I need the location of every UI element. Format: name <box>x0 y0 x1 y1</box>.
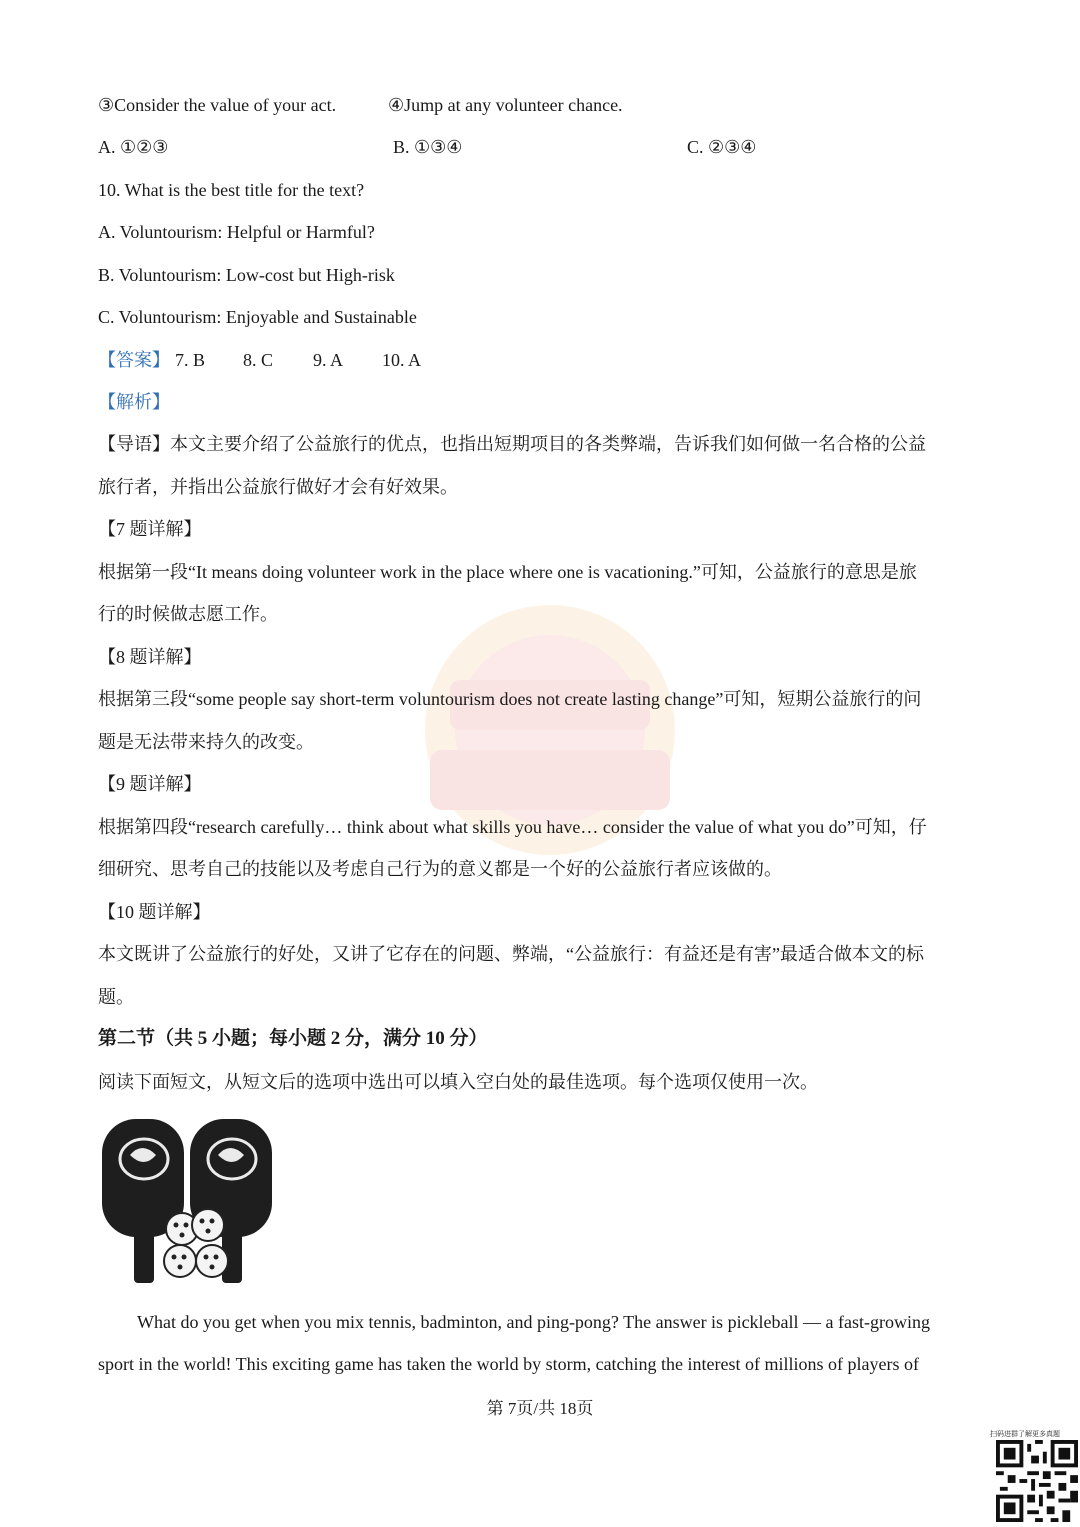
q9-line-2: 细研究、思考自己的技能以及考虑自己行为的意义都是一个好的公益旅行者应该做的。 <box>98 859 782 879</box>
answer-item: 10. A <box>382 350 422 370</box>
q9-choice-b: B. ①③④ <box>393 137 463 157</box>
answer-item: 9. A <box>313 350 344 370</box>
q10-option-a: A. Voluntourism: Helpful or Harmful? <box>98 222 375 242</box>
q10-line-2: 题。 <box>98 987 134 1007</box>
passage-line-2: sport in the world! This exciting game has taken the world by storm, catching the interest of millions of players of <box>98 1354 919 1374</box>
answer-item: 7. B <box>175 350 206 370</box>
q9-choice-c: C. ②③④ <box>687 137 757 157</box>
q8-heading: 【8 题详解】 <box>98 647 202 667</box>
q10-option-b: B. Voluntourism: Low-cost but High-risk <box>98 265 395 285</box>
q9-option-3: ③Consider the value of your act. <box>98 95 337 115</box>
q7-line-2: 行的时候做志愿工作。 <box>98 604 278 624</box>
q10-heading: 【10 题详解】 <box>98 902 211 922</box>
q8-line-1: 根据第三段“some people say short-term voluntourism does not create lasting change”可知，短期公益旅行的问 <box>98 689 922 709</box>
pickleball-paddles-icon <box>100 1115 280 1285</box>
page-footer: 第 7页/共 18页 <box>486 1399 594 1418</box>
q9-choice-a: A. ①②③ <box>98 137 169 157</box>
q10-question: 10. What is the best title for the text? <box>98 180 365 200</box>
q9-heading: 【9 题详解】 <box>98 774 202 794</box>
intro-line-1 <box>98 432 926 456</box>
q8-line-2: 题是无法带来持久的改变。 <box>98 732 314 752</box>
intro-text: 本文主要介绍了公益旅行的优点，也指出短期项目的各类弊端，告诉我们如何做一名合格的公益 <box>170 434 926 454</box>
q9-line-1: 根据第四段“research carefully… think about what skills you have… consider the value of what you do”可知，仔 <box>98 817 927 837</box>
answer-label: 【答案】 <box>98 350 170 370</box>
intro-label: 【导语】 <box>98 434 170 454</box>
section2-instruction: 阅读下面短文，从短文后的选项中选出可以填入空白处的最佳选项。每个选项仅使用一次。 <box>98 1072 818 1092</box>
qr-caption: 扫码进群了解更多真题 <box>990 1430 1060 1438</box>
section2-title: 第二节（共 5 小题；每小题 2 分，满分 10 分） <box>98 1028 488 1049</box>
q10-option-c: C. Voluntourism: Enjoyable and Sustainable <box>98 307 417 327</box>
analysis-label: 【解析】 <box>98 392 170 412</box>
answer-item: 8. C <box>243 350 274 370</box>
passage-line-1: What do you get when you mix tennis, badminton, and ping-pong? The answer is pickleball — a fast-growing <box>137 1312 931 1332</box>
qr-code-icon <box>996 1440 1078 1522</box>
q7-line-1: 根据第一段“It means doing volunteer work in the place where one is vacationing.”可知，公益旅行的意思是旅 <box>98 562 917 582</box>
q7-heading: 【7 题详解】 <box>98 519 202 539</box>
q9-option-4: ④Jump at any volunteer chance. <box>388 95 623 115</box>
intro-line-2: 旅行者，并指出公益旅行做好才会有好效果。 <box>98 477 458 497</box>
q10-line-1: 本文既讲了公益旅行的好处，又讲了它存在的问题、弊端，“公益旅行：有益还是有害”最适合做本文的标 <box>98 944 924 964</box>
